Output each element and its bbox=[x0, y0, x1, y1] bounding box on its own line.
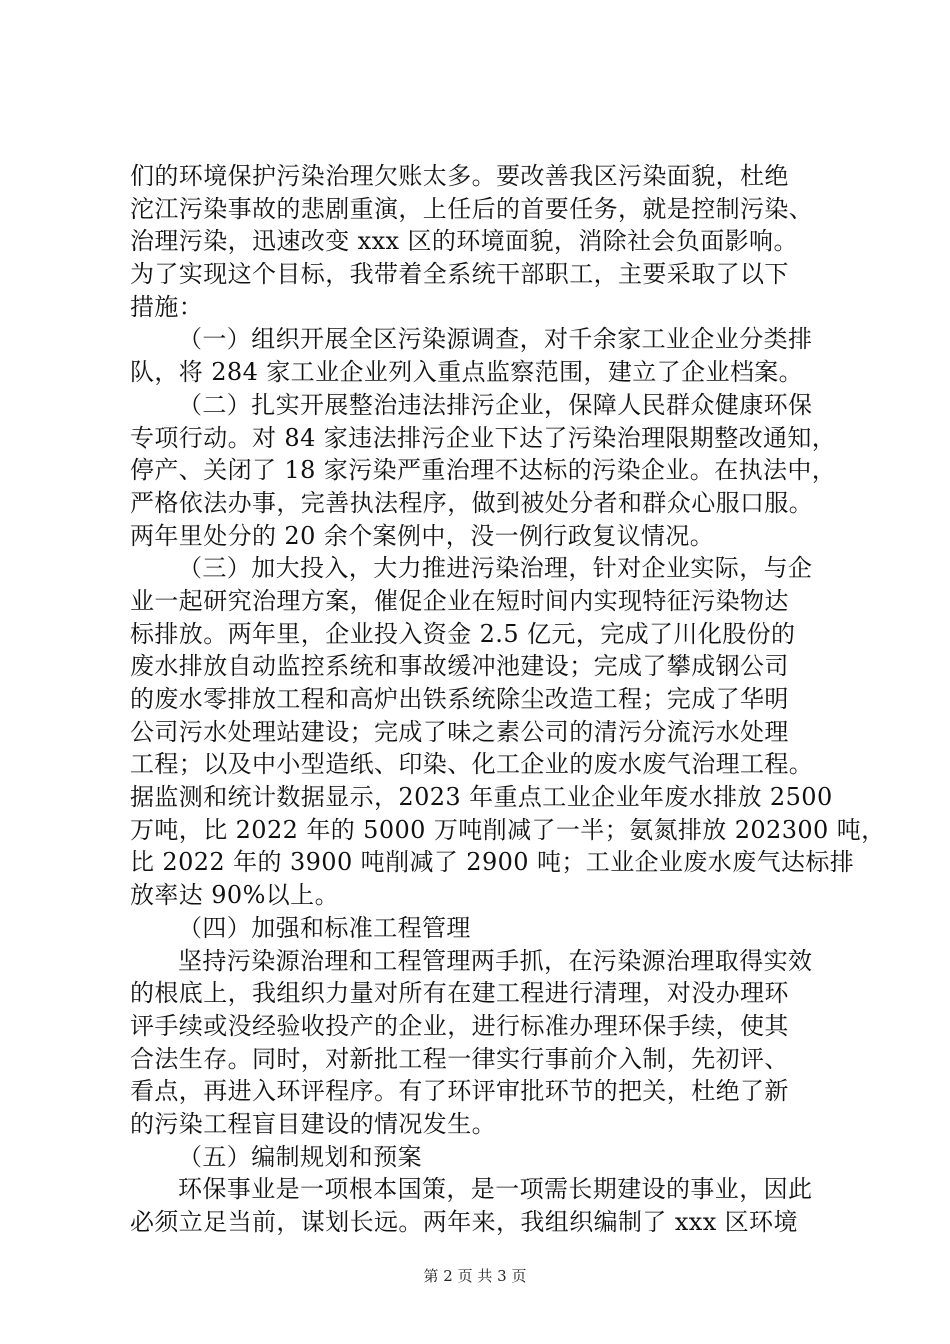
text-line: 停产、关闭了 18 家污染严重治理不达标的污染企业。在执法中， bbox=[130, 456, 837, 485]
text-line: 看点，再进入环评程序。有了环评审批环节的把关，杜绝了新 bbox=[130, 1077, 789, 1106]
text-line: 业一起研究治理方案，催促企业在短时间内实现特征污染物达 bbox=[130, 586, 789, 615]
document-body bbox=[130, 160, 886, 1239]
text-line: 万吨，比 2022 年的 5000 万吨削减了一半；氨氮排放 202300 吨， bbox=[130, 815, 886, 844]
text-line: 措施： bbox=[130, 292, 204, 321]
section-heading-1: （一）组织开展全区污染源调查，对千余家工业企业分类排 bbox=[178, 325, 813, 354]
text-line: 工程；以及中小型造纸、印染、化工企业的废水废气治理工程。 bbox=[130, 750, 814, 779]
text-line: 坚持污染源治理和工程管理两手抓，在污染源治理取得实效 bbox=[178, 946, 813, 975]
text-line: 比 2022 年的 3900 吨削减了 2900 吨；工业企业废水废气达标排 bbox=[130, 848, 855, 877]
text-line: 环保事业是一项根本国策，是一项需长期建设的事业，因此 bbox=[178, 1175, 813, 1204]
text-line: 放率达 90%以上。 bbox=[130, 881, 339, 910]
text-line: 两年里处分的 20 余个案例中，没一例行政复议情况。 bbox=[130, 521, 715, 550]
text-line: 专项行动。对 84 家违法排污企业下达了污染治理限期整改通知， bbox=[130, 423, 837, 452]
text-line: 据监测和统计数据显示，2023 年重点工业企业年废水排放 2500 bbox=[130, 783, 833, 812]
text-line: 的废水零排放工程和高炉出铁系统除尘改造工程；完成了华明 bbox=[130, 685, 789, 713]
section-heading-3: （三）加大投入，大力推进污染治理，针对企业实际，与企 bbox=[178, 554, 813, 583]
text-line: 必须立足当前，谋划长远。两年来，我组织编制了 xxx 区环境 bbox=[130, 1208, 798, 1236]
text-line: 们的环境保护污染治理欠账太多。要改善我区污染面貌，杜绝 bbox=[130, 162, 789, 190]
section-heading-2: （二）扎实开展整治违法排污企业，保障人民群众健康环保 bbox=[178, 390, 813, 419]
text-line: 标排放。两年里，企业投入资金 2.5 亿元，完成了川化股份的 bbox=[130, 619, 796, 648]
text-line: 沱江污染事故的悲剧重演，上任后的首要任务，就是控制污染、 bbox=[130, 194, 814, 223]
text-line: 公司污水处理站建设；完成了味之素公司的清污分流污水处理 bbox=[130, 717, 789, 746]
text-line: 队，将 284 家工业企业列入重点监察范围，建立了企业档案。 bbox=[130, 358, 804, 387]
text-line: 的根底上，我组织力量对所有在建工程进行清理，对没办理环 bbox=[130, 979, 789, 1008]
page-number-footer: 第 2 页 共 3 页 bbox=[423, 1267, 527, 1285]
text-line: 合法生存。同时，对新批工程一律实行事前介入制，先初评、 bbox=[130, 1044, 789, 1073]
text-line: 严格依法办事，完善执法程序，做到被处分者和群众心服口服。 bbox=[130, 488, 814, 517]
text-line: 废水排放自动监控系统和事故缓冲池建设；完成了攀成钢公司 bbox=[130, 652, 789, 681]
section-heading-5: （五）编制规划和预案 bbox=[178, 1142, 422, 1171]
text-line: 为了实现这个目标，我带着全系统干部职工，主要采取了以下 bbox=[130, 260, 789, 289]
text-line: 治理污染，迅速改变 xxx 区的环境面貌，消除社会负面影响。 bbox=[130, 227, 798, 256]
text-line: 的污染工程盲目建设的情况发生。 bbox=[130, 1109, 496, 1138]
text-line: 评手续或没经验收投产的企业，进行标准办理环保手续，使其 bbox=[130, 1011, 789, 1040]
section-heading-4: （四）加强和标准工程管理 bbox=[178, 913, 471, 942]
